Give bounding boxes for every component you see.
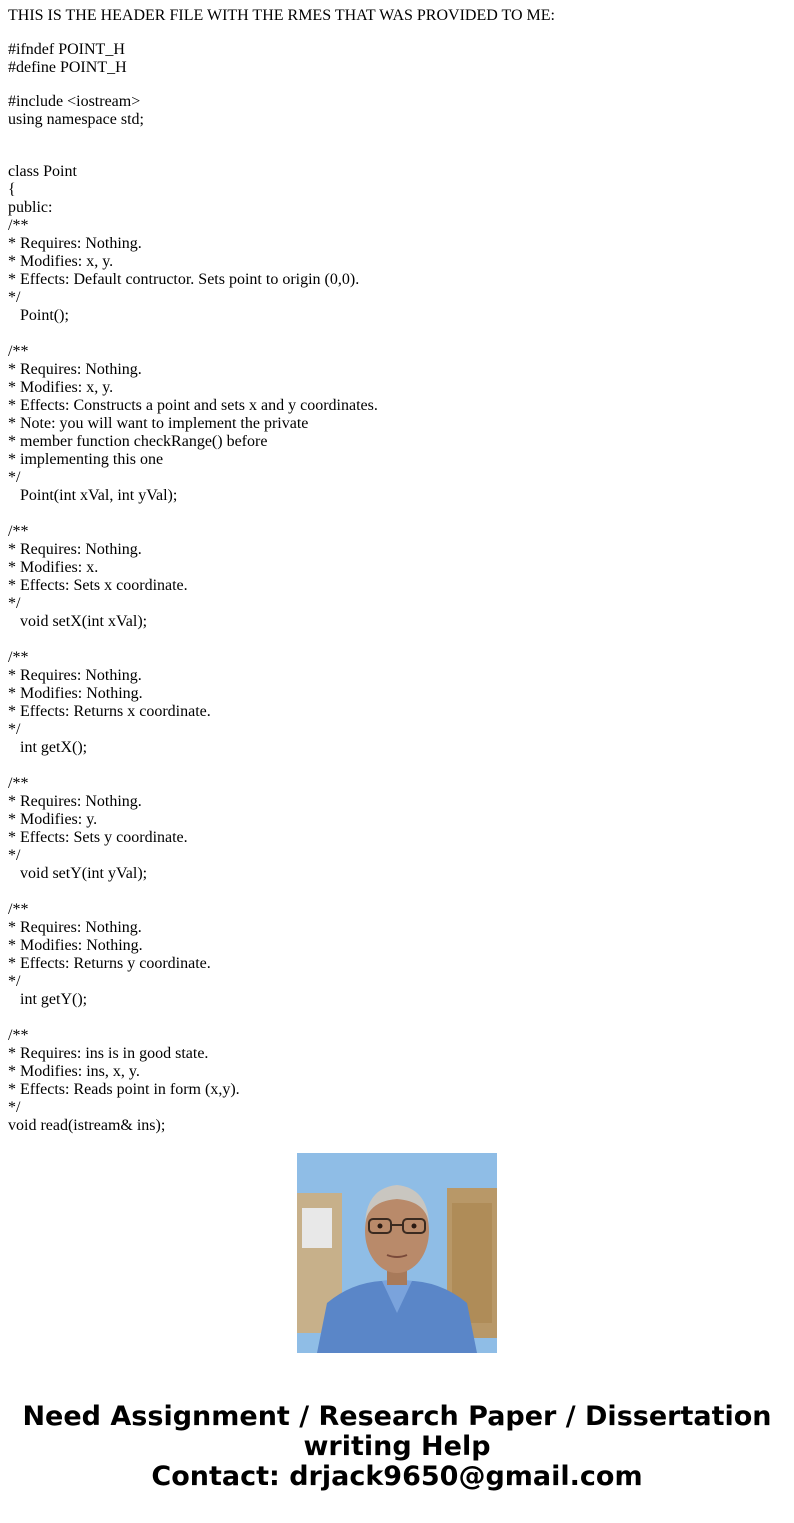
code-line: * Modifies: x, y. xyxy=(8,253,114,270)
code-line: void setY(int yVal); xyxy=(8,865,148,882)
code-line: * Modifies: ins, x, y. xyxy=(8,1063,140,1080)
code-line: { xyxy=(8,181,16,198)
code-line: * Requires: Nothing. xyxy=(8,541,142,558)
code-line: #include <iostream> xyxy=(8,93,141,110)
code-line: int getY(); xyxy=(8,991,88,1008)
code-line xyxy=(8,883,788,901)
code-line: * Requires: Nothing. xyxy=(8,235,142,252)
code-line: * implementing this one xyxy=(8,451,164,468)
code-line: /** xyxy=(8,649,29,666)
promo-banner xyxy=(0,1402,794,1492)
code-line xyxy=(8,505,788,523)
code-line: /** xyxy=(8,775,29,792)
code-line: /** xyxy=(8,1027,29,1044)
code-line xyxy=(8,129,788,147)
code-line: * Requires: Nothing. xyxy=(8,919,142,936)
code-line xyxy=(8,1009,788,1027)
intro-text: THIS IS THE HEADER FILE WITH THE RMES THAT WAS PROVIDED TO ME: xyxy=(8,7,555,24)
promo-line-3: Contact: drjack9650@gmail.com xyxy=(151,1461,643,1492)
code-line: * Requires: ins is in good state. xyxy=(8,1045,209,1062)
code-line: * Modifies: x. xyxy=(8,559,99,576)
code-line: */ xyxy=(8,289,21,306)
code-line: public: xyxy=(8,199,53,216)
code-line: void setX(int xVal); xyxy=(8,613,148,630)
promo-line-1: Need Assignment / Research Paper / Dissertation xyxy=(22,1401,772,1432)
code-line: * Note: you will want to implement the private xyxy=(8,415,309,432)
code-line: */ xyxy=(8,1099,21,1116)
author-photo-illustration xyxy=(297,1153,497,1353)
code-line: /** xyxy=(8,217,29,234)
code-line: * Requires: Nothing. xyxy=(8,667,142,684)
document-body xyxy=(8,7,788,1134)
code-line: * Modifies: y. xyxy=(8,811,98,828)
code-line: * Effects: Returns y coordinate. xyxy=(8,955,211,972)
code-line: */ xyxy=(8,595,21,612)
author-avatar xyxy=(297,1153,497,1353)
code-line: #ifndef POINT_H xyxy=(8,41,125,58)
code-listing xyxy=(8,41,788,1135)
code-line: * Modifies: Nothing. xyxy=(8,685,143,702)
code-line: * Effects: Reads point in form (x,y). xyxy=(8,1081,240,1098)
code-line xyxy=(8,631,788,649)
code-line: Point(); xyxy=(8,307,69,324)
code-line: */ xyxy=(8,469,21,486)
code-line: using namespace std; xyxy=(8,111,144,128)
code-line xyxy=(8,757,788,775)
code-line: * Effects: Returns x coordinate. xyxy=(8,703,211,720)
code-block xyxy=(8,163,788,1135)
code-line: * Modifies: Nothing. xyxy=(8,937,143,954)
code-line: * Effects: Default contructor. Sets point to origin (0,0). xyxy=(8,271,360,288)
code-line: class Point xyxy=(8,163,77,180)
code-line: * member function checkRange() before xyxy=(8,433,268,450)
code-line: int getX(); xyxy=(8,739,88,756)
code-line: */ xyxy=(8,721,21,738)
code-line: Point(int xVal, int yVal); xyxy=(8,487,178,504)
code-line: /** xyxy=(8,343,29,360)
code-line: * Effects: Sets x coordinate. xyxy=(8,577,188,594)
code-line: #define POINT_H xyxy=(8,59,127,76)
code-line: * Requires: Nothing. xyxy=(8,361,142,378)
code-line: /** xyxy=(8,901,29,918)
code-line: * Effects: Sets y coordinate. xyxy=(8,829,188,846)
promo-line-2: writing Help xyxy=(303,1431,491,1462)
code-line: /** xyxy=(8,523,29,540)
code-block xyxy=(8,93,788,147)
code-line: * Modifies: x, y. xyxy=(8,379,114,396)
code-line xyxy=(8,325,788,343)
code-line: */ xyxy=(8,847,21,864)
code-block xyxy=(8,41,788,77)
code-line: * Effects: Constructs a point and sets x and y coordinates. xyxy=(8,397,378,414)
code-line: * Requires: Nothing. xyxy=(8,793,142,810)
code-line: */ xyxy=(8,973,21,990)
code-line: void read(istream& ins); xyxy=(8,1117,166,1134)
